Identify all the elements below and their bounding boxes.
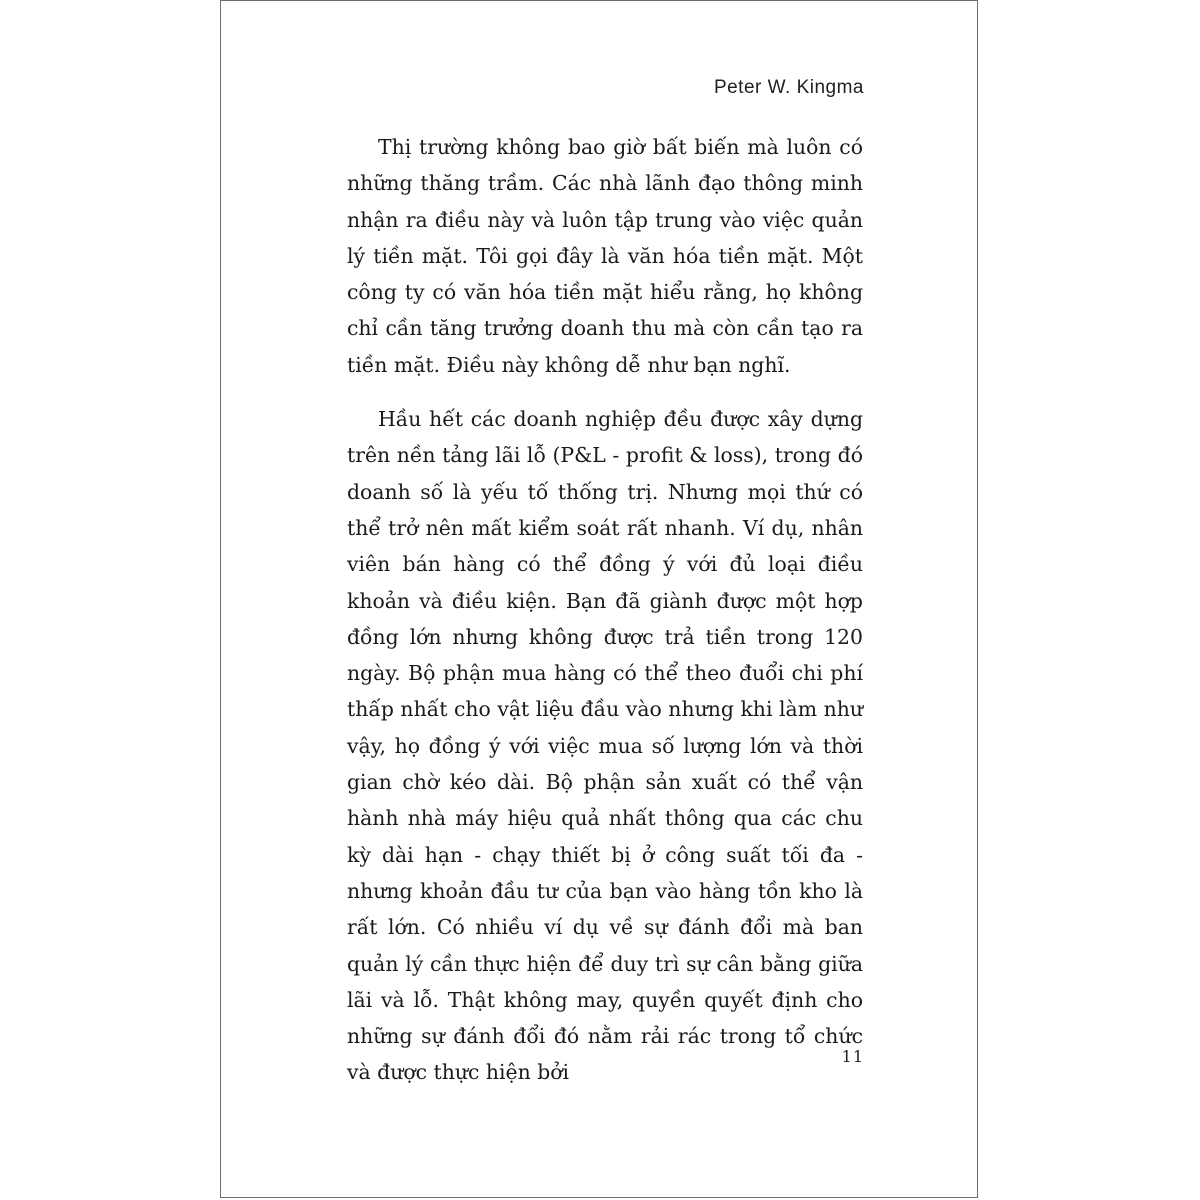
book-page: [220, 0, 978, 1198]
page-number: 11: [841, 1047, 864, 1066]
body-text: [347, 129, 863, 1091]
paragraph-1: Thị trường không bao giờ bất biến mà luôn có những thăng trầm. Các nhà lãnh đạo thông minh nhận ra điều này và luôn tập trung vào việc quản lý tiền mặt. Tôi gọi đây là văn hóa tiền mặt. Một công ty có văn hóa tiền mặt hiểu rằng, họ không chỉ cần tăng trưởng doanh thu mà còn cần tạo ra tiền mặt. Điều này không dễ như bạn nghĩ.: [347, 135, 863, 377]
paragraph-2: Hầu hết các doanh nghiệp đều được xây dựng trên nền tảng lãi lỗ (P&L - profit & loss), trong đó doanh số là yếu tố thống trị. Nhưng mọi thứ có thể trở nên mất kiểm soát rất nhanh. Ví dụ, nhân viên bán hàng có thể đồng ý với đủ loại điều khoản và điều kiện. Bạn đã giành được một hợp đồng lớn nhưng không được trả tiền trong 120 ngày. Bộ phận mua hàng có thể theo đuổi chi phí thấp nhất cho vật liệu đầu vào nhưng khi làm như vậy, họ đồng ý với việc mua số lượng lớn và thời gian chờ kéo dài. Bộ phận sản xuất có thể vận hành nhà máy hiệu quả nhất thông qua các chu kỳ dài hạn - chạy thiết bị ở công suất tối đa - nhưng khoản đầu tư của bạn vào hàng tồn kho là rất lớn. Có nhiều ví dụ về sự đánh đổi mà ban quản lý cần thực hiện để duy trì sự cân bằng giữa lãi và lỗ. Thật không may, quyền quyết định cho những sự đánh đổi đó nằm rải rác trong tổ chức và được thực hiện bởi: [347, 407, 863, 1085]
running-header-author: Peter W. Kingma: [713, 77, 864, 98]
